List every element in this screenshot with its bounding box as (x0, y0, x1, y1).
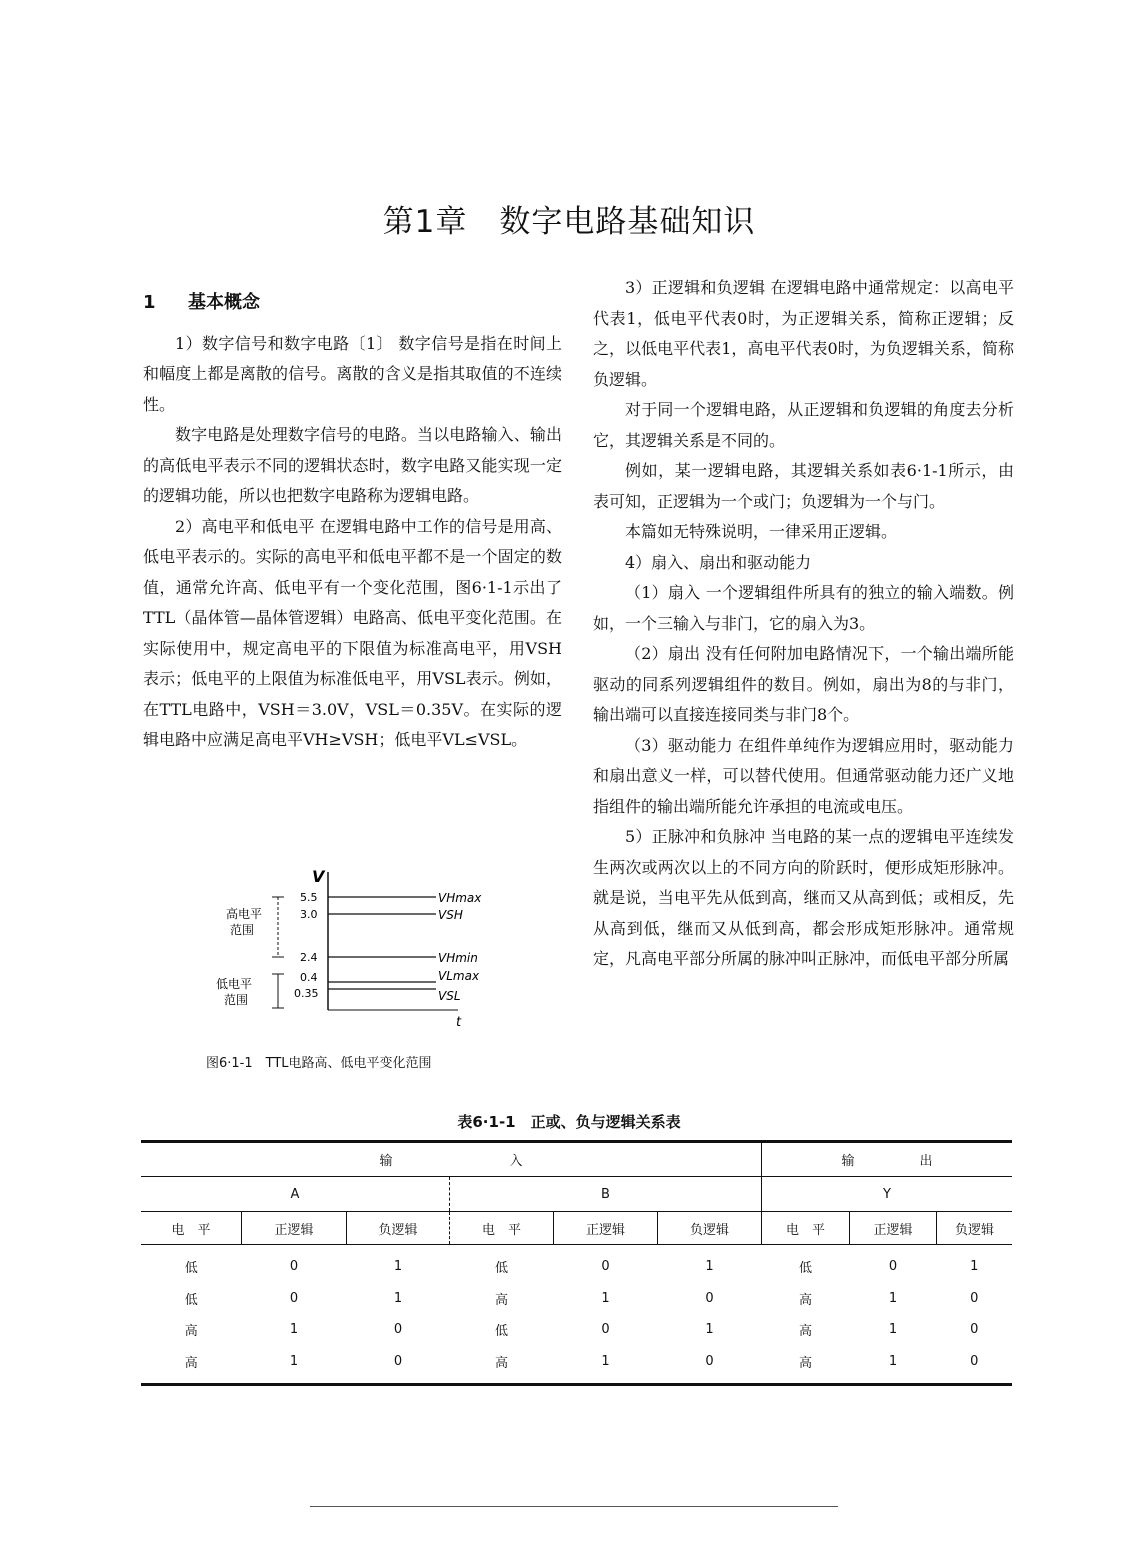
paragraph: 5）正脉冲和负脉冲 当电路的某一点的逻辑电平连续发生两次或两次以上的不同方向的阶跃时，便形成矩形脉冲。就是说，当电平先从低到高，继而又从高到低；或相反，先从高到低，继而又从低到高，都会形成矩形脉冲。通常规定，凡高电平部分所属的脉冲叫正脉冲，而低电平部分所属 (593, 827, 1014, 968)
level-label: VHmin (438, 951, 478, 965)
paragraph: 1）数字信号和数字电路〔1〕 数字信号是指在时间上和幅度上都是离散的信号。离散的含义是指其取值的不连续性。 (143, 333, 562, 414)
level-value: 0.35 (294, 987, 319, 1000)
header-var-b: B (450, 1177, 762, 1212)
header-output: 输 出 (762, 1142, 1013, 1177)
table-cell: 1 (850, 1346, 937, 1385)
table-cell: 1 (888, 1290, 898, 1306)
table-cell: 0 (289, 1259, 299, 1275)
col-negative: 负逻辑 (347, 1212, 450, 1245)
col-positive: 正逻辑 (850, 1212, 937, 1245)
table-cell: 高 (798, 1324, 812, 1340)
header-var-a: A (141, 1177, 450, 1212)
x-axis-label: t (456, 1015, 462, 1030)
section-title: 基本概念 (188, 292, 260, 313)
table-cell: 0 (658, 1346, 762, 1385)
level-value: 5.5 (300, 891, 318, 904)
table-row (141, 1346, 1012, 1385)
table-cell: 高 (184, 1324, 198, 1340)
paragraph: （3）驱动能力 在组件单纯作为逻辑应用时，驱动能力和扇出意义一样，可以替代使用。但通常驱动能力还广义地指组件的输出端所能允许承担的电流或电压。 (593, 735, 1014, 816)
table-cell: 1 (705, 1259, 714, 1275)
footer-rule (310, 1506, 838, 1507)
paragraph: （2）扇出 没有任何附加电路情况下，一个输出端所能驱动的同系列逻辑组件的数目。例如，扇出为8的与非门，输出端可以直接连接同类与非门8个。 (593, 644, 1014, 724)
logic-table (141, 1140, 1012, 1386)
level-label: VSL (438, 989, 461, 1003)
table-cell: 0 (601, 1259, 610, 1275)
level-value: 0.4 (300, 971, 318, 984)
level-value: 3.0 (300, 908, 318, 921)
table-cell: 低 (184, 1261, 198, 1277)
table-cell: 低 (798, 1261, 812, 1277)
table-cell: 高 (450, 1346, 554, 1385)
table-row (141, 1245, 1012, 1283)
table-cell: 0 (393, 1322, 403, 1338)
table-cell: 0 (970, 1290, 979, 1306)
table-cell: 0 (347, 1346, 450, 1385)
left-column (143, 288, 562, 756)
table-cell: 1 (601, 1290, 610, 1306)
table-cell: 0 (289, 1290, 299, 1306)
y-axis-label: V (312, 867, 325, 886)
table-cell: 1 (289, 1322, 299, 1338)
level-label: VSH (438, 908, 463, 922)
paragraph: （1）扇入 一个逻辑组件所具有的独立的输入端数。例如，一个三输入与非门，它的扇入为3。 (593, 583, 1014, 633)
header-var-y: Y (762, 1177, 1013, 1212)
low-range-label: 范围 (224, 993, 249, 1007)
table-cell: 高 (494, 1292, 508, 1308)
table-cell: 高 (798, 1292, 812, 1308)
table-cell: 1 (242, 1346, 347, 1385)
col-positive: 正逻辑 (554, 1212, 658, 1245)
table-cell: 低 (494, 1324, 508, 1340)
table-cell: 0 (937, 1346, 1013, 1385)
paragraph: 2）高电平和低电平 在逻辑电路中工作的信号是用高、低电平表示的。实际的高电平和低电平都不是一个固定的数值，通常允许高、低电平有一个变化范围，图6·1-1示出了TTL（晶体管—晶体管逻辑）电路高、低电平变化范围。在实际使用中，规定高电平的下限值为标准高电平，用VSH表示；低电平的上限值为标准低电平，用VSL表示。例如，在TTL电路中，VSH＝3.0V，VSL＝0.35V。在实际的逻辑电路中应满足高电平VH≥VSH；低电平VL≤VSL。 (143, 516, 562, 749)
table-cell: 1 (393, 1259, 403, 1275)
level-label: VLmax (438, 969, 480, 983)
figure-caption: 图6·1-1 TTL电路高、低电平变化范围 (206, 1056, 432, 1071)
paragraph: 对于同一个逻辑电路，从正逻辑和负逻辑的角度去分析它，其逻辑关系是不同的。 (593, 400, 1014, 450)
table-row (141, 1314, 1012, 1346)
level-value: 2.4 (300, 951, 318, 964)
high-range-label: 高电平 (226, 907, 263, 921)
table-cell: 低 (184, 1292, 198, 1308)
col-level: 电 平 (450, 1212, 554, 1245)
table-cell: 0 (601, 1322, 610, 1338)
chapter-title: 第1章 数字电路基础知识 (382, 204, 756, 240)
col-negative: 负逻辑 (658, 1212, 762, 1245)
table-row (141, 1283, 1012, 1315)
low-range-label: 低电平 (216, 977, 253, 991)
col-level: 电 平 (762, 1212, 850, 1245)
table-title: 表6·1-1 正或、负与逻辑关系表 (457, 1113, 681, 1131)
paragraph: 4）扇入、扇出和驱动能力 (625, 552, 812, 572)
col-positive: 正逻辑 (242, 1212, 347, 1245)
paragraph: 数字电路是处理数字信号的电路。当以电路输入、输出的高低电平表示不同的逻辑状态时，数字电路又能实现一定的逻辑功能，所以也把数字电路称为逻辑电路。 (143, 425, 562, 505)
table-cell: 0 (888, 1259, 898, 1275)
section-number: 1 (143, 292, 156, 313)
table-cell: 高 (141, 1346, 242, 1385)
table-cell: 1 (393, 1290, 403, 1306)
high-range-label: 范围 (230, 923, 255, 937)
table-cell: 1 (970, 1259, 979, 1275)
table-cell: 0 (705, 1290, 714, 1306)
table-cell: 高 (762, 1346, 850, 1385)
voltage-level-figure (200, 862, 540, 1052)
right-column (593, 273, 1014, 975)
col-negative: 负逻辑 (937, 1212, 1013, 1245)
paragraph: 3）正逻辑和负逻辑 在逻辑电路中通常规定：以高电平代表1，低电平代表0时，为正逻辑关系，简称正逻辑；反之，以低电平代表1，高电平代表0时，为负逻辑关系，简称负逻辑。 (593, 278, 1014, 389)
table-cell: 1 (888, 1322, 898, 1338)
level-label: VHmax (438, 891, 482, 905)
table-cell: 低 (494, 1261, 508, 1277)
paragraph: 例如，某一逻辑电路，其逻辑关系如表6·1-1所示，由表可知，正逻辑为一个或门；负逻辑为一个与门。 (593, 461, 1014, 511)
section-heading (143, 288, 562, 319)
col-level: 电 平 (141, 1212, 242, 1245)
table-cell: 1 (705, 1322, 714, 1338)
table-cell: 1 (554, 1346, 658, 1385)
table-cell: 0 (970, 1322, 979, 1338)
paragraph: 本篇如无特殊说明，一律采用正逻辑。 (625, 522, 898, 541)
header-input: 输 入 (141, 1142, 762, 1177)
